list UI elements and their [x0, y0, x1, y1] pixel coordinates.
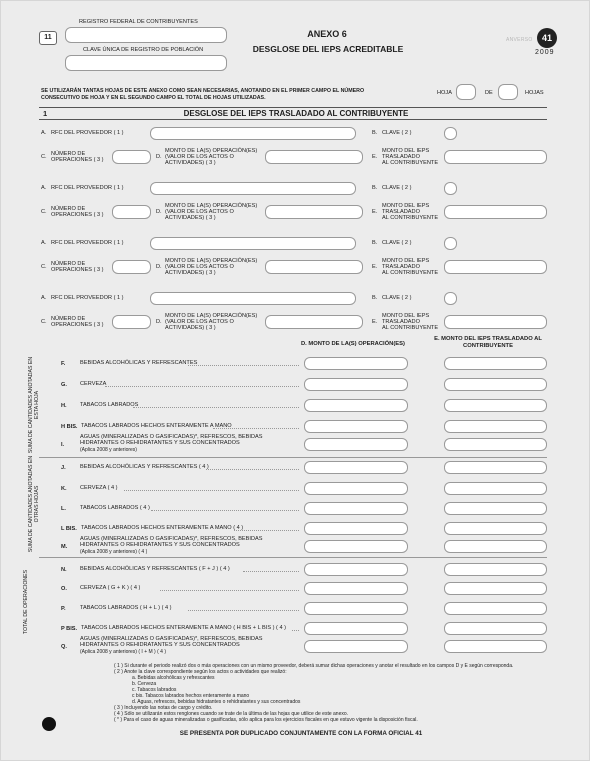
summary-0-ieps-field[interactable] [444, 357, 547, 370]
summary-14-ieps-field[interactable] [444, 640, 547, 653]
summary-leader-dots [188, 365, 299, 366]
summary-row-letter: L BIS. [61, 525, 77, 532]
summary-5-ieps-field[interactable] [444, 461, 547, 474]
summary-leader-dots [243, 571, 299, 572]
provider-2-operaciones-field[interactable] [112, 205, 151, 219]
hojas-label: HOJAS [525, 90, 544, 96]
summary-6-ieps-field[interactable] [444, 482, 547, 495]
summary-2-ieps-field[interactable] [444, 399, 547, 412]
registration-mark [42, 717, 56, 731]
provider-4-ieps-field[interactable] [444, 315, 547, 329]
summary-leader-dots [206, 469, 299, 470]
provider-ieps-label-1: MONTO DEL IEPS [382, 148, 430, 154]
provider-monto-label-2: (VALOR DE LOS ACTOS O [165, 209, 234, 215]
provider-clave-label: CLAVE ( 2 ) [382, 240, 412, 246]
provider-ieps-label-3: AL CONTRIBUYENTE [382, 160, 439, 166]
group-divider-2 [39, 557, 547, 558]
summary-row-text: HIDRATANTES O REHIDRATANTES Y SUS CONCENTRADOS [80, 542, 240, 549]
summary-row-text: CERVEZA [80, 381, 107, 388]
note-star: ( * ) Para el caso de aguas mineralizadas o gasificadas, sólo aplica para los ejercicios fiscales en que estuvo vigente la disposición fiscal. [114, 717, 418, 723]
summary-row-text: AGUAS (MINERALIZADAS O GASIFICADAS)*, REFRESCOS, BEBIDAS [80, 433, 263, 440]
provider-2-clave-field[interactable] [444, 182, 457, 195]
group-label-other-sheets: SUMA DE CANTIDADES ANOTADAS EN OTRAS HOJAS [28, 455, 40, 553]
provider-ops-label-2: OPERACIONES ( 3 ) [51, 212, 104, 218]
provider-rfc-label: RFC DEL PROVEEDOR ( 1 ) [51, 185, 124, 191]
section-title: DESGLOSE DEL IEPS TRASLADADO AL CONTRIBUYENTE [183, 109, 409, 118]
curp-field[interactable] [65, 55, 227, 71]
summary-row-text: TABACOS LABRADOS [80, 402, 139, 409]
provider-3-clave-field[interactable] [444, 237, 457, 250]
provider-3-rfc-field[interactable] [150, 237, 356, 250]
provider-monto-label-1: MONTO DE LA(S) OPERACIÓN(ES) [165, 313, 258, 319]
summary-0-monto-field[interactable] [304, 357, 408, 370]
summary-leader-dots [160, 590, 299, 591]
hoja-label: HOJA [437, 90, 452, 96]
provider-c-letter: C. [41, 319, 47, 325]
intro-line-2: CONSECUTIVO DE HOJA Y EN EL SEGUNDO CAMPO EL TOTAL DE HOJAS UTILIZADAS. [41, 95, 266, 101]
form-number-box [39, 31, 57, 45]
summary-row-text: CERVEZA ( G + K ) ( 4 ) [80, 585, 141, 592]
summary-12-ieps-field[interactable] [444, 602, 547, 615]
summary-9-ieps-field[interactable] [444, 540, 547, 553]
provider-clave-label: CLAVE ( 2 ) [382, 130, 412, 136]
summary-leader-dots [292, 630, 299, 631]
provider-ieps-label-2: TRASLADADO [382, 154, 420, 160]
summary-leader-dots [188, 610, 299, 611]
summary-11-ieps-field[interactable] [444, 582, 547, 595]
provider-1-ieps-field[interactable] [444, 150, 547, 164]
provider-monto-label-3: ACTIVIDADES) ( 3 ) [165, 325, 216, 331]
summary-5-monto-field[interactable] [304, 461, 408, 474]
provider-3-operaciones-field[interactable] [112, 260, 151, 274]
provider-ieps-label-1: MONTO DEL IEPS [382, 203, 430, 209]
curp-label: CLAVE ÚNICA DE REGISTRO DE POBLACIÓN [83, 47, 204, 53]
summary-row-letter: P BIS. [61, 625, 78, 632]
summary-row-text: HIDRATANTES O REHIDRATANTES Y SUS CONCENTRADOS [80, 440, 240, 447]
provider-a-letter: A. [41, 240, 47, 246]
summary-1-ieps-field[interactable] [444, 378, 547, 391]
note-2b: b. Cerveza [132, 681, 157, 687]
summary-13-ieps-field[interactable] [444, 622, 547, 635]
form-year: 2009 [535, 49, 555, 56]
summary-leader-dots [151, 510, 299, 511]
summary-row-text: BEBIDAS ALCOHÓLICAS Y REFRESCANTES ( F + J ) ( 4 ) [80, 566, 230, 573]
provider-4-operaciones-field[interactable] [112, 315, 151, 329]
provider-monto-label-3: ACTIVIDADES) ( 3 ) [165, 215, 216, 221]
summary-row-letter: N. [61, 566, 67, 573]
provider-1-rfc-field[interactable] [150, 127, 356, 140]
summary-row-text: (Aplica 2008 y anteriores) [80, 446, 137, 453]
form-badge [537, 28, 557, 48]
summary-leader-dots [133, 407, 299, 408]
summary-4-ieps-field[interactable] [444, 438, 547, 451]
provider-e-letter: E. [372, 264, 378, 270]
summary-6-monto-field[interactable] [304, 482, 408, 495]
provider-ieps-label-2: TRASLADADO [382, 319, 420, 325]
provider-ops-label-2: OPERACIONES ( 3 ) [51, 267, 104, 273]
provider-clave-label: CLAVE ( 2 ) [382, 185, 412, 191]
provider-d-letter: D. [156, 264, 162, 270]
provider-monto-label-1: MONTO DE LA(S) OPERACIÓN(ES) [165, 148, 258, 154]
intro-line-1: SE UTILIZARÁN TANTAS HOJAS DE ESTE ANEXO COMO SEAN NECESARIAS, ANOTANDO EN EL PRIMER CAMPO EL NÚMERO [41, 88, 365, 94]
column-e-header-1: E. MONTO DEL IEPS TRASLADADO AL [434, 336, 542, 342]
summary-13-monto-field[interactable] [304, 622, 408, 635]
summary-row-text: AGUAS (MINERALIZADAS O GASIFICADAS)*, REFRESCOS, BEBIDAS [80, 635, 263, 642]
provider-monto-label-1: MONTO DE LA(S) OPERACIÓN(ES) [165, 203, 258, 209]
provider-monto-label-2: (VALOR DE LOS ACTOS O [165, 154, 234, 160]
summary-row-text: TABACOS LABRADOS ( 4 ) [80, 505, 150, 512]
de-label: DE [485, 90, 493, 96]
summary-row-letter: H. [61, 402, 67, 409]
provider-ops-label-1: NÚMERO DE [51, 316, 86, 322]
provider-a-letter: A. [41, 185, 47, 191]
provider-e-letter: E. [372, 154, 378, 160]
note-2a: a. Bebidas alcohólicas y refrescantes [132, 675, 215, 681]
note-4: ( 4 ) Sólo se utilizarán estos renglones cuando se trate de la última de las hojas que utilice de este anexo. [114, 711, 349, 717]
summary-3-monto-field[interactable] [304, 420, 408, 433]
summary-10-monto-field[interactable] [304, 563, 408, 576]
section-number: 1 [43, 109, 48, 118]
summary-row-text: TABACOS LABRADOS HECHOS ENTERAMENTE A MANO [81, 423, 232, 430]
summary-8-ieps-field[interactable] [444, 522, 547, 535]
provider-rfc-label: RFC DEL PROVEEDOR ( 1 ) [51, 295, 124, 301]
summary-row-text: BEBIDAS ALCOHÓLICAS Y REFRESCANTES [80, 360, 198, 367]
summary-1-monto-field[interactable] [304, 378, 408, 391]
provider-b-letter: B. [372, 295, 378, 301]
summary-row-text: HIDRATANTES O REHIDRATANTES Y SUS CONCENTRADOS [80, 642, 240, 649]
summary-row-text: CERVEZA ( 4 ) [80, 485, 118, 492]
summary-9-monto-field[interactable] [304, 540, 408, 553]
summary-row-text: (Aplica 2008 y anteriores) ( 4 ) [80, 548, 148, 555]
provider-ieps-label-1: MONTO DEL IEPS [382, 258, 430, 264]
provider-1-clave-field[interactable] [444, 127, 457, 140]
summary-row-text: (Aplica 2008 y anteriores) ( I + M ) ( 4 ) [80, 648, 167, 655]
provider-rfc-label: RFC DEL PROVEEDOR ( 1 ) [51, 130, 124, 136]
summary-10-ieps-field[interactable] [444, 563, 547, 576]
note-2c-bis: c bis. Tabacos labrados hechos enteramente a mano [132, 693, 250, 699]
page-title: ANEXO 6 [307, 29, 347, 39]
group-label-this-sheet: SUMA DE CANTIDADES ANOTADAS EN ESTA HOJA [28, 356, 40, 454]
summary-8-monto-field[interactable] [304, 522, 408, 535]
provider-monto-label-3: ACTIVIDADES) ( 3 ) [165, 270, 216, 276]
side-label: ANVERSO [506, 37, 533, 43]
provider-2-monto-field[interactable] [265, 205, 363, 219]
summary-leader-dots [124, 490, 299, 491]
summary-row-text: TABACOS LABRADOS HECHOS ENTERAMENTE A MANO ( H BIS + L BIS ) ( 4 ) [81, 625, 286, 632]
summary-row-letter: Q. [61, 643, 67, 650]
summary-3-ieps-field[interactable] [444, 420, 547, 433]
rfc-field[interactable] [65, 27, 227, 43]
hoja-field[interactable] [456, 84, 476, 100]
column-e-header-2: CONTRIBUYENTE [463, 343, 513, 349]
note-1: ( 1 ) Si durante el periodo realizó dos o más operaciones con un mismo proveedor, deberá sumar dichas operaciones y anotar el resultado en los campos D y E según corresponda. [114, 663, 514, 669]
provider-c-letter: C. [41, 209, 47, 215]
provider-4-rfc-field[interactable] [150, 292, 356, 305]
provider-e-letter: E. [372, 209, 378, 215]
summary-row-letter: L. [61, 505, 66, 512]
provider-ops-label-2: OPERACIONES ( 3 ) [51, 157, 104, 163]
provider-d-letter: D. [156, 319, 162, 325]
note-2: ( 2 ) Anote la clave correspondiente según los actos o actividades que realizó: [114, 669, 287, 675]
provider-clave-label: CLAVE ( 2 ) [382, 295, 412, 301]
column-d-header: D. MONTO DE LA(S) OPERACIÓN(ES) [301, 341, 405, 347]
footer-note: SE PRESENTA POR DUPLICADO CONJUNTAMENTE CON LA FORMA OFICIAL 41 [179, 730, 423, 737]
provider-e-letter: E. [372, 319, 378, 325]
provider-b-letter: B. [372, 240, 378, 246]
provider-a-letter: A. [41, 295, 47, 301]
provider-1-monto-field[interactable] [265, 150, 363, 164]
summary-leader-dots [234, 530, 299, 531]
provider-monto-label-3: ACTIVIDADES) ( 3 ) [165, 160, 216, 166]
provider-ieps-label-2: TRASLADADO [382, 264, 420, 270]
provider-monto-label-2: (VALOR DE LOS ACTOS O [165, 319, 234, 325]
provider-ieps-label-3: AL CONTRIBUYENTE [382, 325, 439, 331]
form-badge-number: 41 [541, 33, 552, 43]
provider-3-ieps-field[interactable] [444, 260, 547, 274]
provider-rfc-label: RFC DEL PROVEEDOR ( 1 ) [51, 240, 124, 246]
summary-row-text: TABACOS LABRADOS ( H + L ) ( 4 ) [80, 605, 172, 612]
summary-row-text: AGUAS (MINERALIZADAS O GASIFICADAS)*, REFRESCOS, BEBIDAS [80, 535, 263, 542]
provider-ieps-label-1: MONTO DEL IEPS [382, 313, 430, 319]
provider-ieps-label-3: AL CONTRIBUYENTE [382, 270, 439, 276]
summary-7-ieps-field[interactable] [444, 502, 547, 515]
provider-b-letter: B. [372, 130, 378, 136]
summary-leader-dots [105, 386, 299, 387]
provider-ops-label-2: OPERACIONES ( 3 ) [51, 322, 104, 328]
provider-4-clave-field[interactable] [444, 292, 457, 305]
summary-row-letter: M. [61, 543, 68, 550]
summary-11-monto-field[interactable] [304, 582, 408, 595]
provider-ops-label-1: NÚMERO DE [51, 206, 86, 212]
summary-row-letter: O. [61, 585, 67, 592]
rfc-label: REGISTRO FEDERAL DE CONTRIBUYENTES [79, 19, 198, 25]
provider-ieps-label-3: AL CONTRIBUYENTE [382, 215, 439, 221]
provider-2-rfc-field[interactable] [150, 182, 356, 195]
provider-monto-label-1: MONTO DE LA(S) OPERACIÓN(ES) [165, 258, 258, 264]
provider-3-monto-field[interactable] [265, 260, 363, 274]
note-2c: c. Tabacos labrados [132, 687, 177, 693]
summary-row-text: BEBIDAS ALCOHÓLICAS Y REFRESCANTES ( 4 ) [80, 464, 209, 471]
provider-monto-label-2: (VALOR DE LOS ACTOS O [165, 264, 234, 270]
provider-ops-label-1: NÚMERO DE [51, 151, 86, 157]
provider-ieps-label-2: TRASLADADO [382, 209, 420, 215]
note-2d: d. Aguas, refrescos, bebidas hidratantes o rehidratantes y sus concentrados [132, 699, 301, 705]
provider-a-letter: A. [41, 130, 47, 136]
provider-ops-label-1: NÚMERO DE [51, 261, 86, 267]
provider-d-letter: D. [156, 154, 162, 160]
provider-c-letter: C. [41, 154, 47, 160]
note-3: ( 3 ) Incluyendo las notas de cargo y crédito. [114, 705, 213, 711]
form-number: 11 [44, 34, 52, 41]
provider-c-letter: C. [41, 264, 47, 270]
group-label-total: TOTAL DE OPERACIONES [23, 569, 29, 635]
summary-row-letter: G. [61, 381, 67, 388]
summary-leader-dots [213, 428, 299, 429]
summary-14-monto-field[interactable] [304, 640, 408, 653]
summary-row-letter: F. [61, 360, 66, 367]
summary-7-monto-field[interactable] [304, 502, 408, 515]
summary-row-letter: J. [61, 464, 66, 471]
provider-2-ieps-field[interactable] [444, 205, 547, 219]
summary-row-letter: H BIS. [61, 423, 78, 430]
page-subtitle: DESGLOSE DEL IEPS ACREDITABLE [252, 44, 404, 54]
summary-row-letter: K. [61, 485, 67, 492]
provider-1-operaciones-field[interactable] [112, 150, 151, 164]
section-rule-top [39, 107, 547, 108]
summary-4-monto-field[interactable] [304, 438, 408, 451]
summary-row-letter: I. [61, 441, 65, 448]
summary-2-monto-field[interactable] [304, 399, 408, 412]
summary-row-text: TABACOS LABRADOS HECHOS ENTERAMENTE A MANO ( 4 ) [81, 525, 244, 532]
group-divider-1 [39, 457, 547, 458]
total-hojas-field[interactable] [498, 84, 518, 100]
summary-12-monto-field[interactable] [304, 602, 408, 615]
section-rule-bottom [39, 119, 547, 120]
summary-row-letter: P. [61, 605, 66, 612]
provider-d-letter: D. [156, 209, 162, 215]
provider-4-monto-field[interactable] [265, 315, 363, 329]
provider-b-letter: B. [372, 185, 378, 191]
